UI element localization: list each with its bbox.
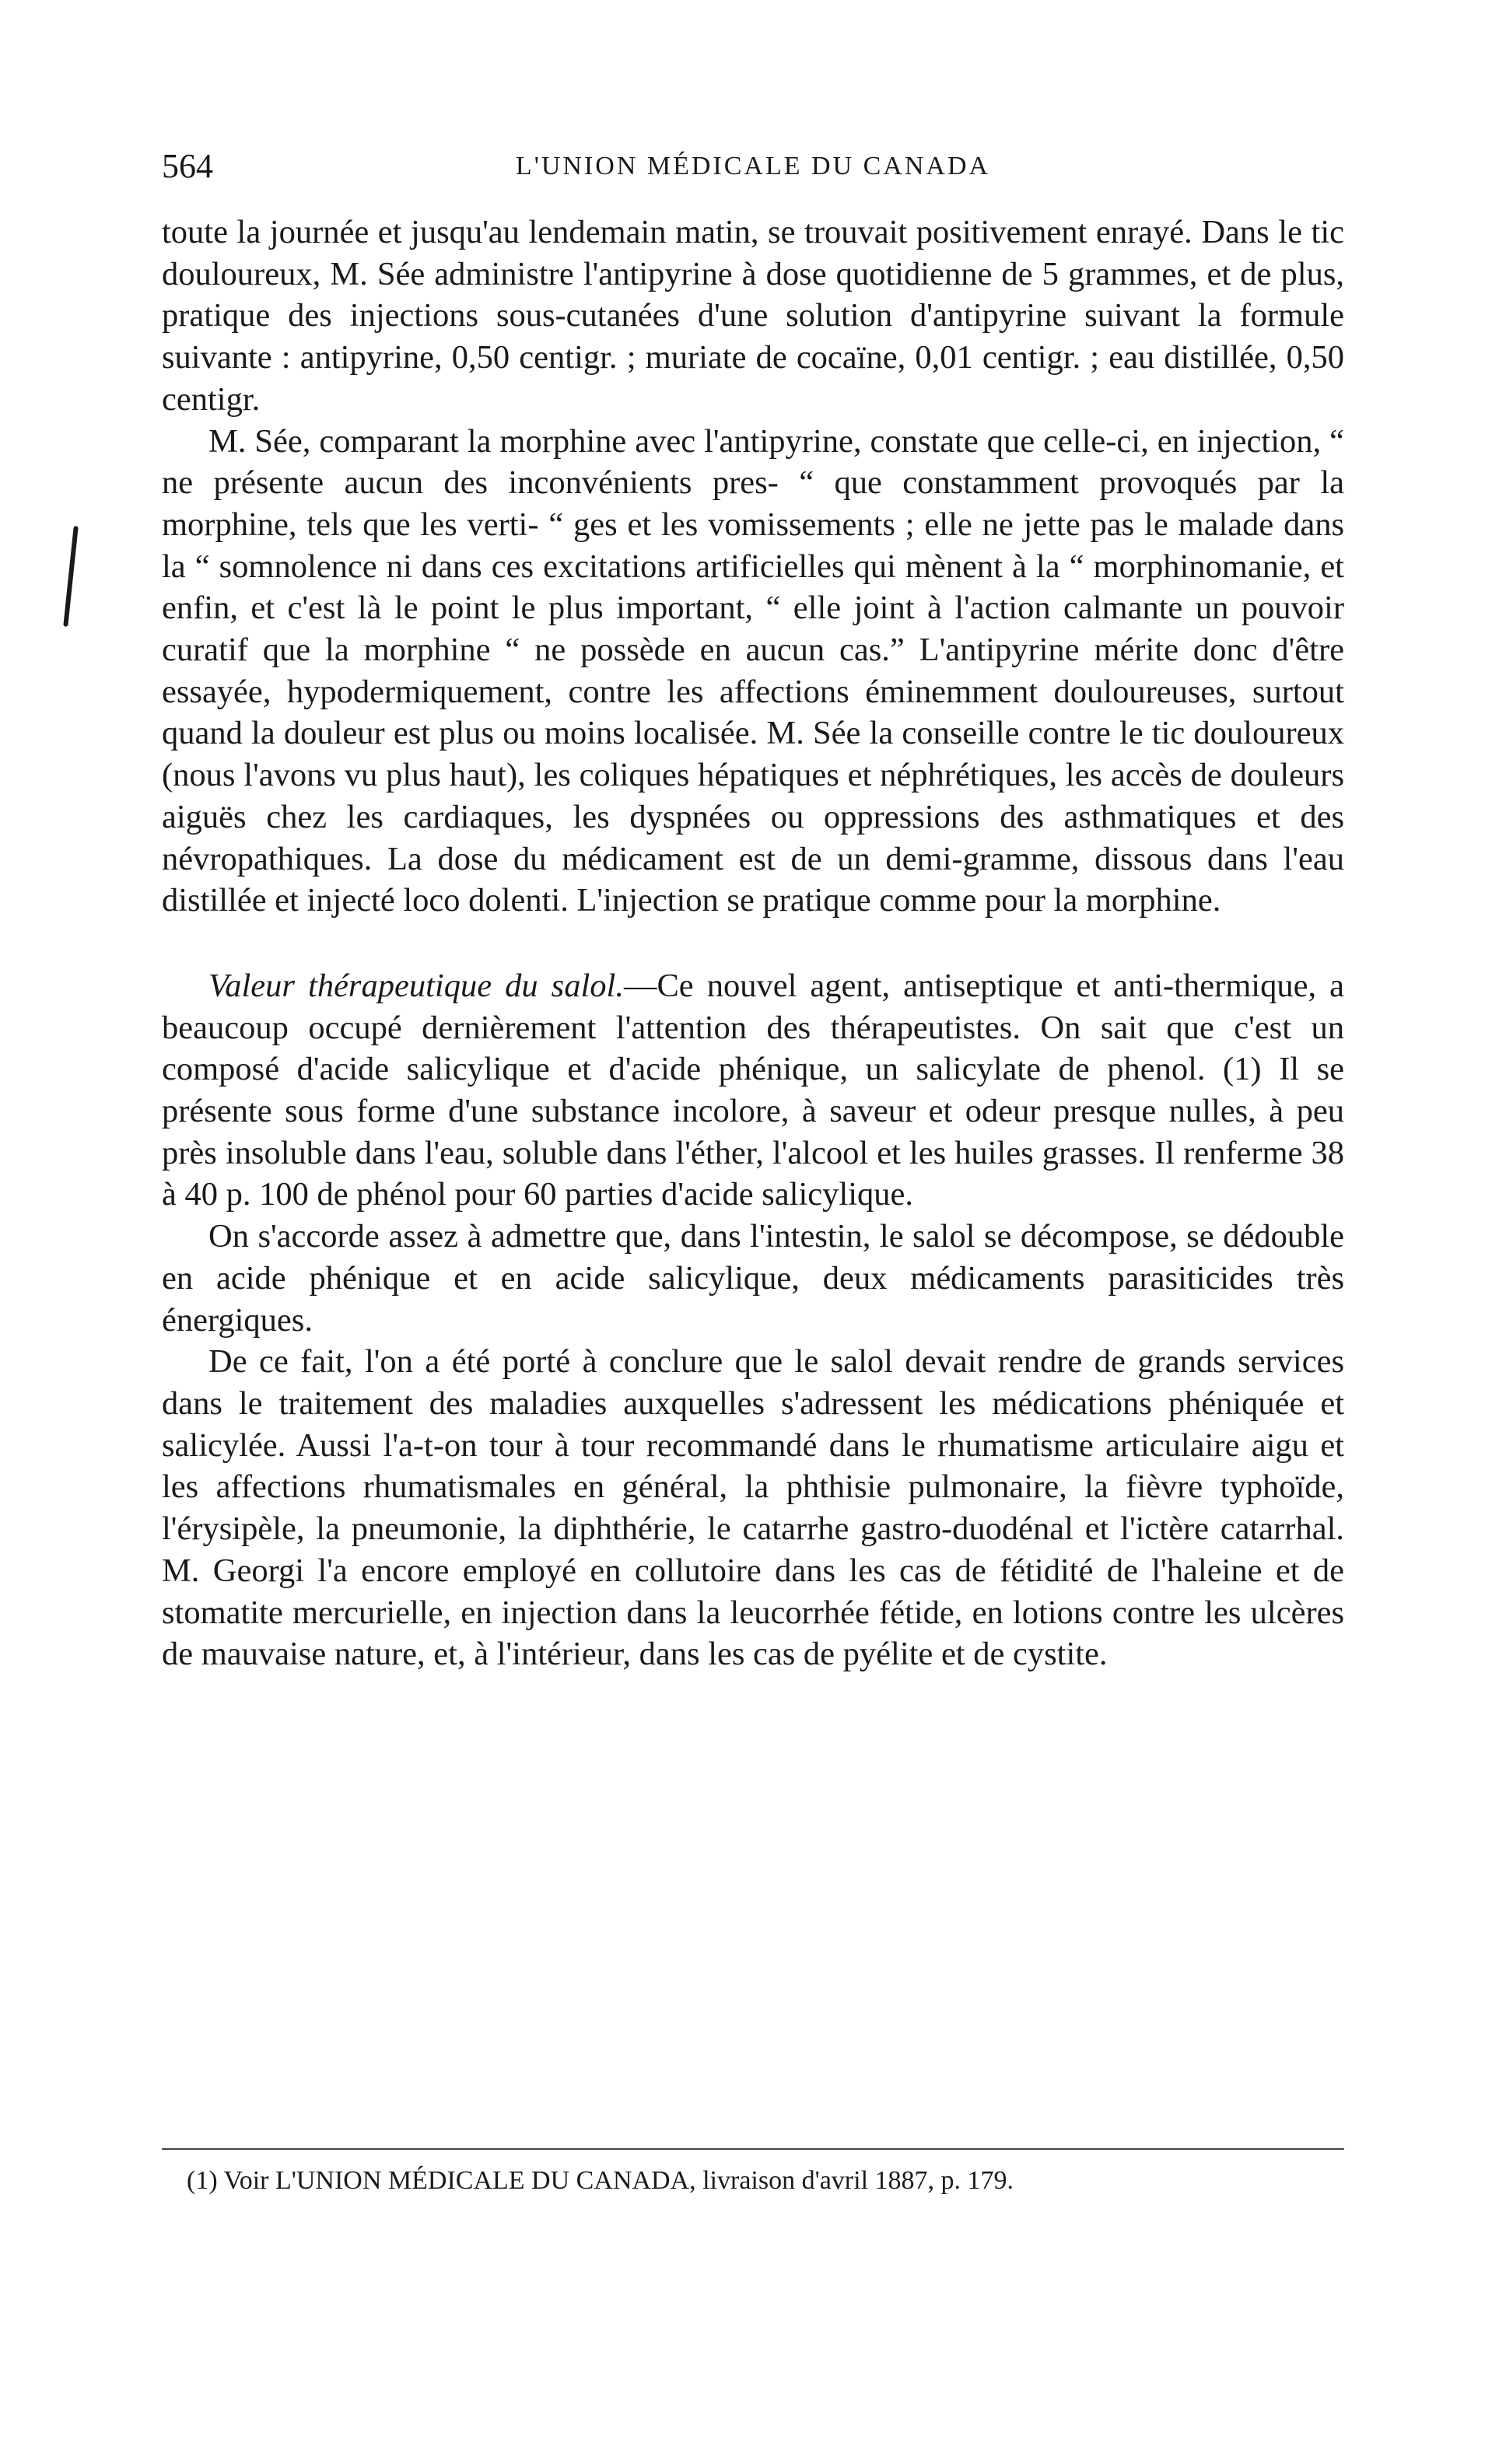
running-title: L'UNION MÉDICALE DU CANADA — [515, 152, 991, 180]
footnote: (1) Voir L'UNION MÉDICALE DU CANADA, livraison d'avril 1887, p. 179. — [187, 2166, 1014, 2195]
paragraph-3-text: —Ce nouvel agent, antiseptique et anti-thermique, a beaucoup occupé dernièrement l'attention des thérapeutistes. On sait que c'est un composé d'acide salicylique et d'acide phénique, un salicylate de phenol. (1) Il se présente sous forme d'une substance incolore, à saveur et odeur presque nulles, à peu près insoluble dans l'eau, soluble dans l'éther, l'alcool et les huiles grasses. Il renferme 38 à 40 p. 100 de phénol pour 60 parties d'acide salicylique. — [162, 967, 1345, 1213]
paragraph-1: toute la journée et jusqu'au lendemain matin, se trouvait positivement enrayé. Dans le tic douloureux, M. Sée administre l'antipyrine à dose quotidienne de 5 grammes, et de plus, pratique des injections sous-cutanées d'une solution d'antipyrine suivant la formule suivante : antipyrine, 0,50 centigr. ; muriate de cocaïne, 0,01 centigr. ; eau distillée, 0,50 centigr. — [162, 214, 1344, 418]
margin-mark — [63, 526, 79, 627]
body-text — [162, 212, 1344, 1675]
page-header — [162, 143, 1344, 190]
page-number: 564 — [162, 147, 213, 185]
paragraph-5: De ce fait, l'on a été porté à conclure que le salol devait rendre de grands services dans le traitement des maladies auxquelles s'adressent les médications phéniquée et salicylée. Aussi l'a-t-on tour à tour recommandé dans le rhumatisme articulaire aigu et les affections rhumatismales en général, la phthisie pulmonaire, la fièvre typhoïde, l'érysipèle, la pneumonie, la diphthérie, le catarrhe gastro-duodénal et l'ictère catarrhal. M. Georgi l'a encore employé en collutoire dans les cas de fétidité de l'haleine et de stomatite mercurielle, en injection dans la leucorrhée fétide, en lotions contre les ulcères de mauvaise nature, et, à l'intérieur, dans les cas de pyélite et de cystite. — [162, 1343, 1344, 1673]
paragraph-3 — [162, 965, 1344, 1216]
paragraph-4: On s'accorde assez à admettre que, dans l'intestin, le salol se décompose, se dédouble en acide phénique et en acide salicylique, deux médicaments parasiticides très énergiques. — [162, 1218, 1344, 1339]
section-title: Valeur thérapeutique du salol. — [208, 967, 624, 1004]
footnote-rule — [162, 2148, 1344, 2150]
paragraph-2: M. Sée, comparant la morphine avec l'antipyrine, constate que celle-ci, en injection, “ ne présente aucun des inconvénients pres- “ que constamment provoqués par la morphine, tels que les verti- “ ges et les vomissements ; elle ne jette pas le malade dans la “ somnolence ni dans ces excitations artificielles qui mènent à la “ morphinomanie, et enfin, et c'est là le point le plus important, “ elle joint à l'action calmante un pouvoir curatif que la morphine “ ne possède en aucun cas.” L'antipyrine mérite donc d'être essayée, hypodermiquement, contre les affections éminemment douloureuses, surtout quand la douleur est plus ou moins localisée. M. Sée la conseille contre le tic douloureux (nous l'avons vu plus haut), les coliques hépatiques et néphrétiques, les accès de douleurs aiguës chez les cardiaques, les dyspnées ou oppressions des asthmatiques et des névropathiques. La dose du médicament est de un demi-gramme, dissous dans l'eau distillée et injecté loco dolenti. L'injection se pratique comme pour la morphine. — [162, 422, 1344, 919]
paragraph-gap — [162, 922, 1344, 965]
